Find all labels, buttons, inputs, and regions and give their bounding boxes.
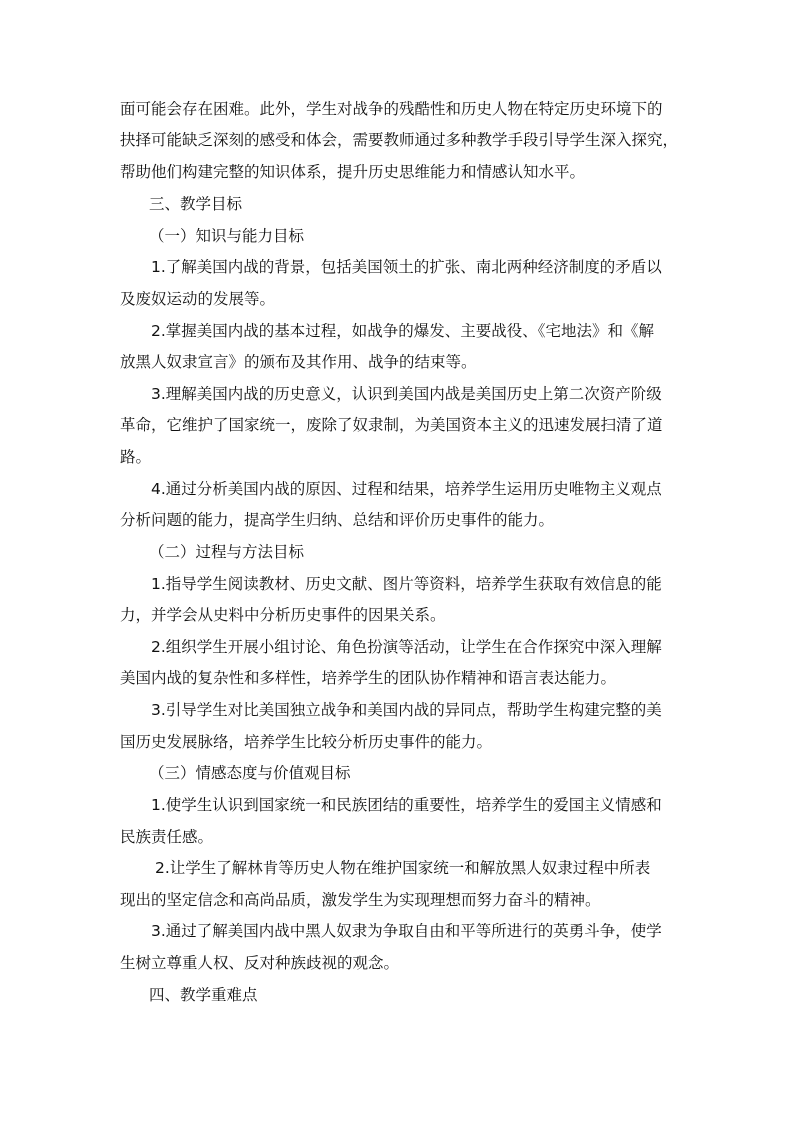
text-line: 生树立尊重人权、反对种族歧视的观念。: [120, 954, 400, 972]
text-line: 力，并学会从史料中分析历史事件的因果关系。: [120, 606, 446, 624]
subsection-heading: （三）情感态度与价值观目标: [149, 764, 351, 782]
text-line: 2.让学生了解林肯等历史人物在维护国家统一和解放黑人奴隶过程中所表: [155, 859, 651, 877]
text-line: 分析问题的能力，提高学生归纳、总结和评价历史事件的能力。: [120, 511, 555, 529]
section-heading: 三、教学目标: [149, 195, 243, 213]
text-line: 3.引导学生对比美国独立战争和美国内战的异同点，帮助学生构建完整的美: [151, 701, 662, 719]
text-line: 现出的坚定信念和高尚品质，激发学生为实现理想而努力奋斗的精神。: [120, 891, 601, 909]
text-line: 放黑人奴隶宣言》的颁布及其作用、战争的结束等。: [120, 353, 477, 371]
text-line: 面可能会存在困难。此外，学生对战争的残酷性和历史人物在特定历史环境下的: [120, 100, 663, 118]
text-line: 路。: [120, 448, 152, 466]
text-line: 抉择可能缺乏深刻的感受和体会，需要教师通过多种教学手段引导学生深入探究，: [120, 131, 679, 149]
text-line: 1.了解美国内战的背景，包括美国领土的扩张、南北两种经济制度的矛盾以: [151, 258, 662, 276]
text-line: 帮助他们构建完整的知识体系，提升历史思维能力和情感认知水平。: [120, 163, 586, 181]
text-line: 及废奴运动的发展等。: [120, 290, 276, 308]
text-line: 民族责任感。: [120, 828, 214, 846]
text-line: 革命，它维护了国家统一，废除了奴隶制，为美国资本主义的迅速发展扫清了道: [120, 416, 663, 434]
text-line: 2.组织学生开展小组讨论、角色扮演等活动，让学生在合作探究中深入理解: [151, 638, 662, 656]
text-line: 1.指导学生阅读教材、历史文献、图片等资料，培养学生获取有效信息的能: [151, 575, 662, 593]
text-line: 3.通过了解美国内战中黑人奴隶为争取自由和平等所进行的英勇斗争，使学: [151, 922, 662, 940]
text-line: 3.理解美国内战的历史意义，认识到美国内战是美国历史上第二次资产阶级: [151, 385, 662, 403]
text-line: 4.通过分析美国内战的原因、过程和结果，培养学生运用历史唯物主义观点: [151, 480, 662, 498]
subsection-heading: （一）知识与能力目标: [149, 227, 305, 245]
text-line: 美国内战的复杂性和多样性，培养学生的团队协作精神和语言表达能力。: [120, 669, 617, 687]
subsection-heading: （二）过程与方法目标: [149, 543, 305, 561]
text-line: 1.使学生认识到国家统一和民族团结的重要性，培养学生的爱国主义情感和: [151, 796, 662, 814]
section-heading: 四、教学重难点: [149, 986, 258, 1004]
text-line: 2.掌握美国内战的基本过程，如战争的爆发、主要战役、《宅地法》和《解: [151, 322, 655, 340]
text-line: 国历史发展脉络，培养学生比较分析历史事件的能力。: [120, 733, 493, 751]
